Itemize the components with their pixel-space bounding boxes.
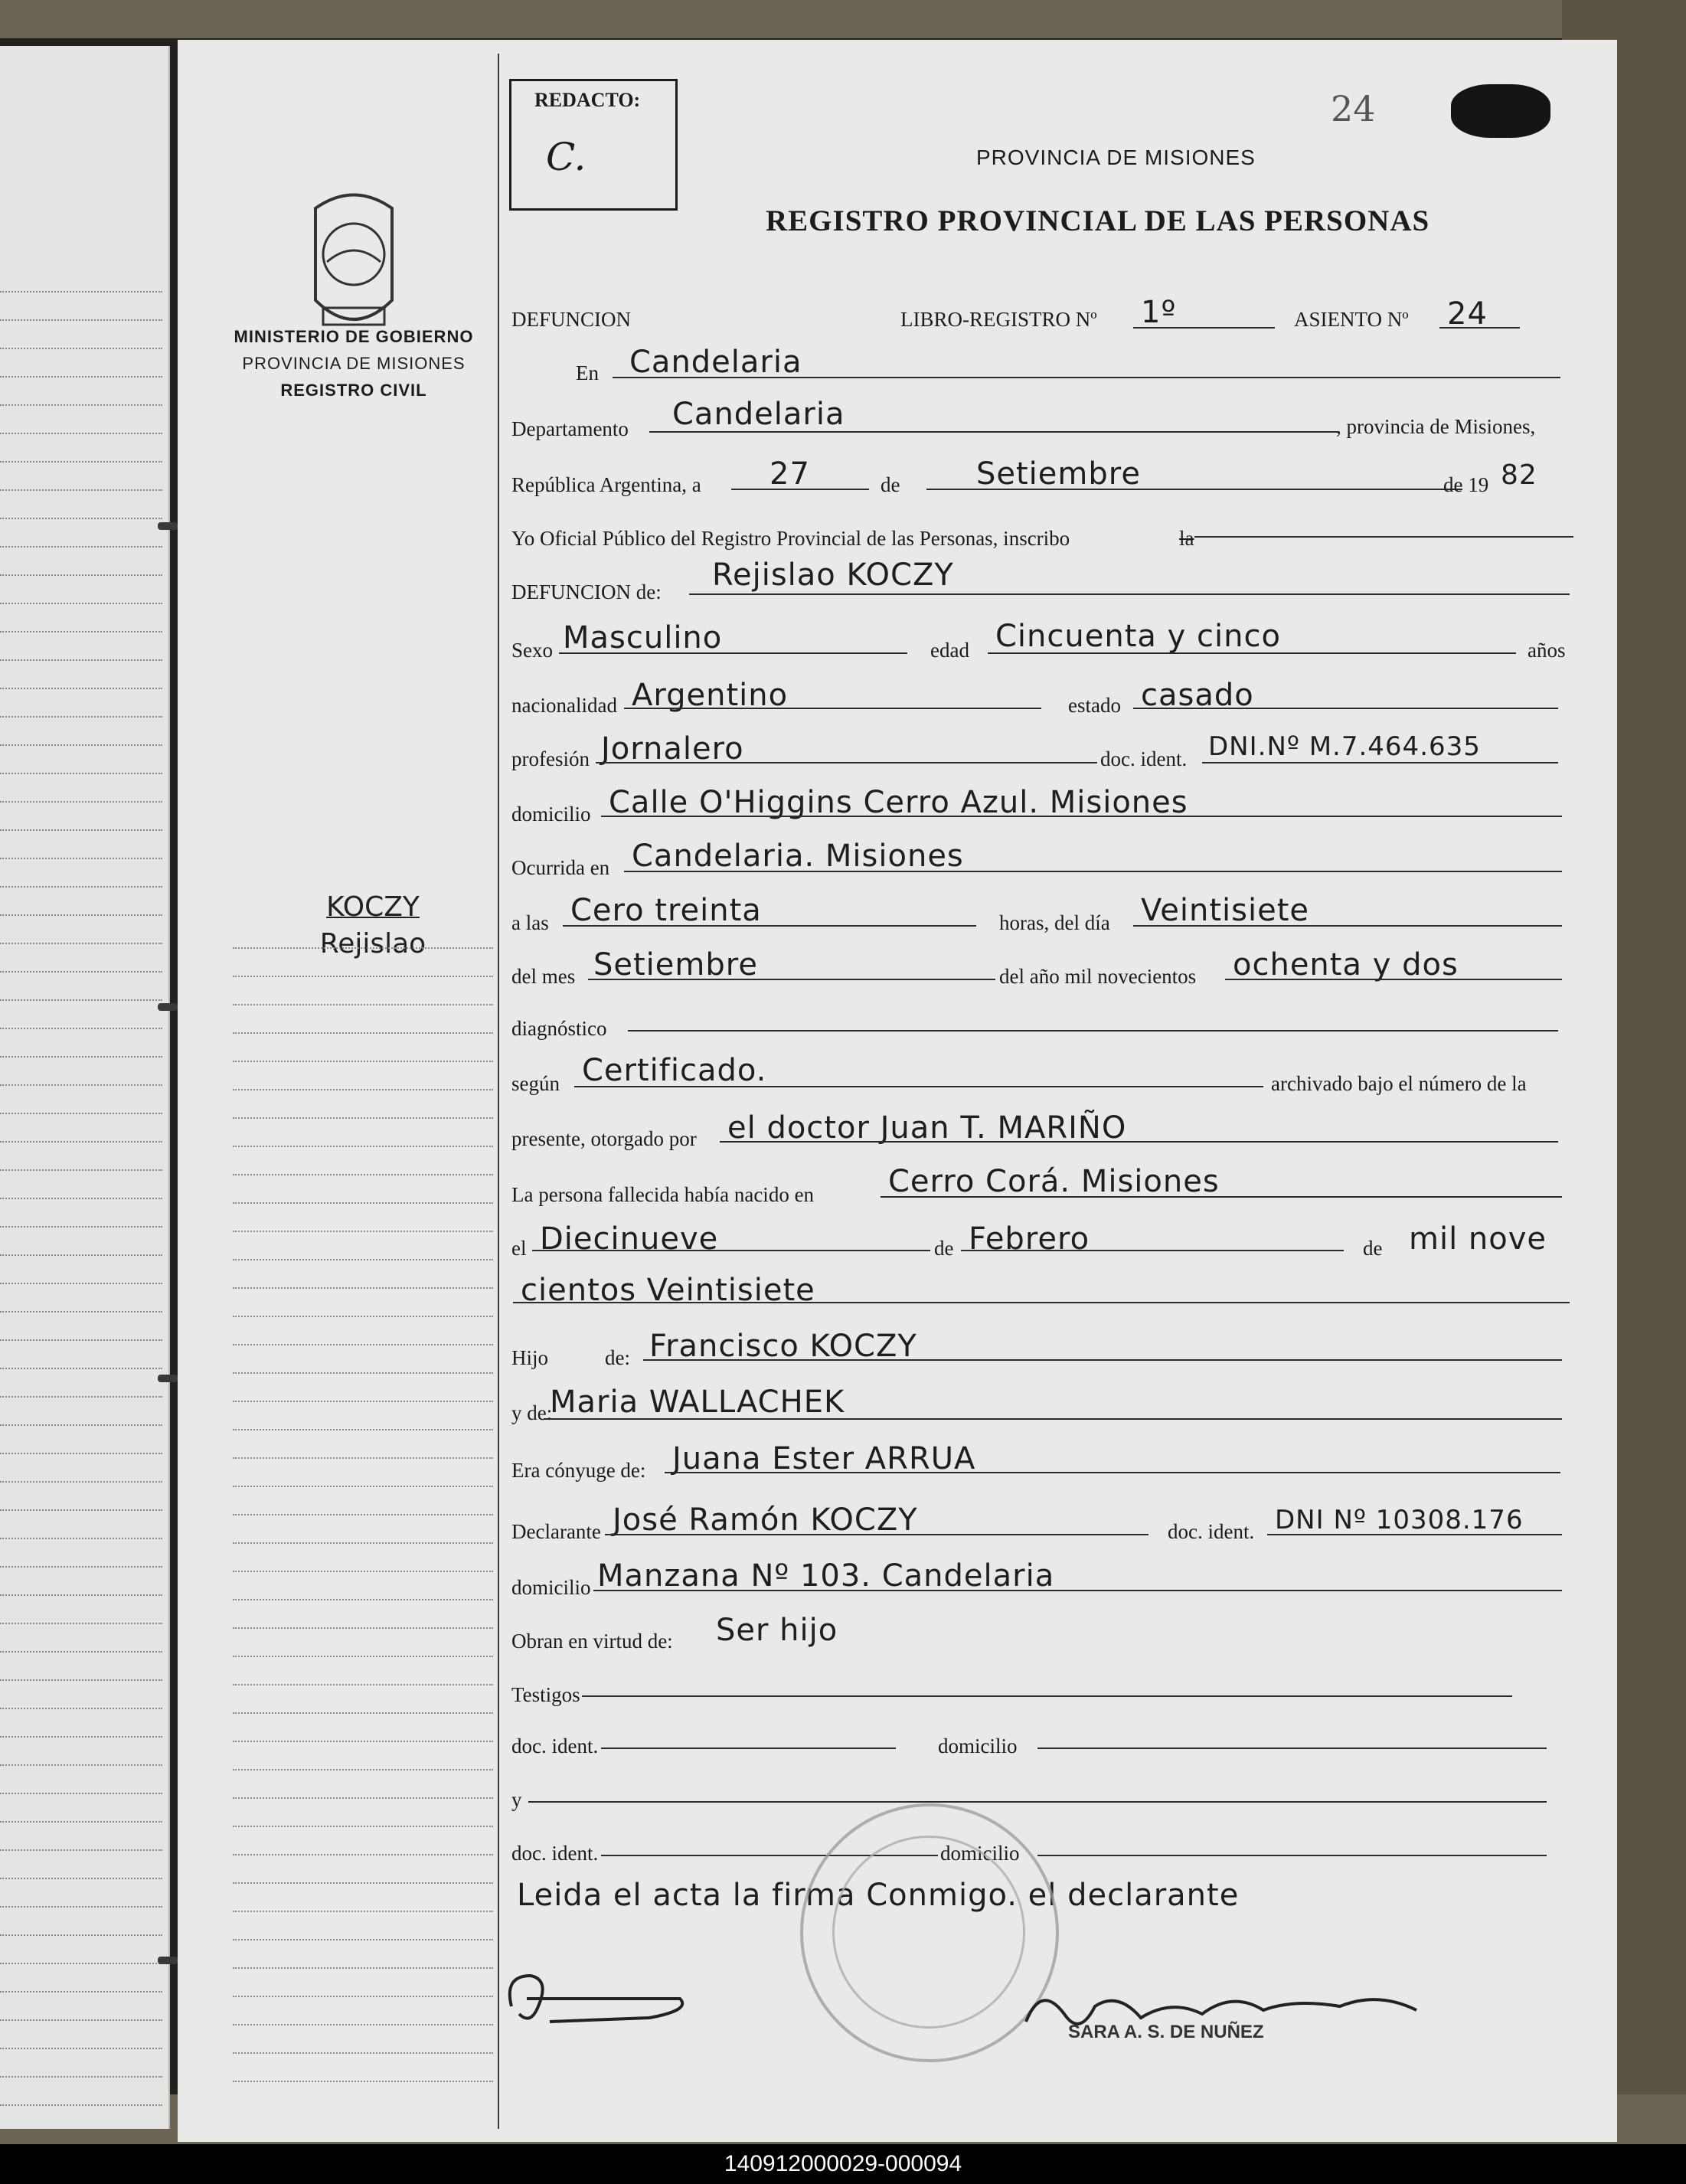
ruled-line bbox=[0, 603, 162, 604]
ano-value: ochenta y dos bbox=[1233, 947, 1459, 982]
coat-of-arms-icon bbox=[300, 185, 407, 346]
ruled-line bbox=[0, 999, 162, 1001]
profesion-value: Jornalero bbox=[601, 731, 744, 767]
ruled-line bbox=[233, 1401, 493, 1402]
ruled-line bbox=[0, 518, 162, 519]
ruled-line bbox=[0, 659, 162, 661]
margin-surname: KOCZY bbox=[326, 891, 420, 923]
ruled-line bbox=[0, 1368, 162, 1369]
ruled-line bbox=[0, 1764, 162, 1766]
ruled-line bbox=[233, 1032, 493, 1034]
declarante-domicilio-label: domicilio bbox=[511, 1576, 591, 1599]
testigo-domicilio-label: domicilio bbox=[938, 1734, 1018, 1757]
province-title: PROVINCIA DE MISIONES bbox=[976, 145, 1256, 169]
testigo-domicilio-line bbox=[1037, 1748, 1547, 1749]
asiento-label: ASIENTO Nº bbox=[1294, 308, 1409, 331]
domicilio-label: domicilio bbox=[511, 803, 591, 826]
page-fold bbox=[498, 54, 499, 2129]
ruled-line bbox=[0, 461, 162, 463]
ruled-line bbox=[233, 1599, 493, 1600]
segun-label: según bbox=[511, 1072, 560, 1095]
left-page bbox=[0, 46, 170, 2129]
departamento-line bbox=[649, 431, 1338, 433]
nacido-line bbox=[881, 1196, 1562, 1198]
ruled-line bbox=[233, 1061, 493, 1062]
ruled-line bbox=[0, 1849, 162, 1851]
father-value: Francisco KOCZY bbox=[649, 1329, 917, 1364]
sexo-label: Sexo bbox=[511, 639, 553, 662]
ruled-line bbox=[0, 2076, 162, 2078]
a-las-label: a las bbox=[511, 911, 549, 934]
birth-year-value-1: mil nove bbox=[1409, 1221, 1547, 1257]
nacido-value: Cerro Corá. Misiones bbox=[888, 1164, 1220, 1199]
book-cover-top bbox=[0, 0, 1686, 38]
year-value: 82 bbox=[1501, 459, 1537, 491]
year-prefix: de 19 bbox=[1443, 473, 1489, 496]
del-ano-label: del año mil novecientos bbox=[999, 965, 1197, 988]
presente-label: presente, otorgado por bbox=[511, 1127, 697, 1150]
ruled-line bbox=[233, 1911, 493, 1912]
domicilio-line bbox=[601, 816, 1562, 817]
republica-label: República Argentina, a bbox=[511, 473, 701, 496]
ruled-line bbox=[233, 1882, 493, 1884]
ruled-line bbox=[0, 1878, 162, 1879]
ruled-line bbox=[0, 1708, 162, 1709]
ruled-line bbox=[0, 1056, 162, 1058]
defuncion-label: DEFUNCION bbox=[511, 308, 632, 331]
departamento-label: Departamento bbox=[511, 417, 629, 440]
binding-stitch bbox=[158, 1003, 178, 1011]
testigo-2-domicilio-line bbox=[1037, 1855, 1547, 1856]
registry-title: REGISTRO PROVINCIAL DE LAS PERSONAS bbox=[766, 204, 1430, 237]
redacto-label: REDACTO: bbox=[534, 89, 641, 111]
ruled-line bbox=[0, 1651, 162, 1653]
ruled-line bbox=[0, 943, 162, 944]
ruled-line bbox=[0, 971, 162, 973]
oficial-line bbox=[1194, 536, 1573, 538]
ruled-line bbox=[0, 1453, 162, 1454]
ruled-line bbox=[0, 1226, 162, 1228]
declarante-doc-line bbox=[1267, 1534, 1562, 1535]
ruled-line bbox=[0, 291, 162, 293]
ruled-line bbox=[0, 1963, 162, 1964]
father-line bbox=[643, 1359, 1562, 1361]
oficial-text: Yo Oficial Público del Registro Provincial de las Personas, inscribo bbox=[511, 527, 1070, 550]
ruled-line bbox=[0, 1821, 162, 1823]
image-id-bar: 140912000029-000094 bbox=[0, 2144, 1686, 2184]
testigo-2-domicilio-label: domicilio bbox=[940, 1842, 1020, 1865]
ruled-line bbox=[0, 1283, 162, 1284]
binding-stitch bbox=[158, 1957, 178, 1964]
birth-day-line bbox=[532, 1250, 930, 1251]
conyuge-label: Era cónyuge de: bbox=[511, 1459, 646, 1482]
ruled-line bbox=[0, 348, 162, 349]
ruled-line bbox=[0, 886, 162, 888]
ruled-line bbox=[0, 1198, 162, 1199]
month-line bbox=[926, 489, 1462, 490]
ruled-line bbox=[233, 1571, 493, 1572]
ruled-line bbox=[233, 1797, 493, 1799]
obran-value: Ser hijo bbox=[716, 1613, 838, 1648]
redacto-value: C. bbox=[546, 135, 587, 179]
ruled-line bbox=[0, 1594, 162, 1596]
departamento-value: Candelaria bbox=[672, 397, 845, 432]
libro-value: 1º bbox=[1141, 295, 1177, 330]
birth-month-value: Febrero bbox=[969, 1221, 1090, 1257]
testigos-line bbox=[582, 1695, 1512, 1697]
birth-de-label-2: de bbox=[1363, 1237, 1383, 1260]
ruled-line bbox=[233, 1967, 493, 1969]
otorgado-value: el doctor Juan T. MARIÑO bbox=[727, 1110, 1127, 1146]
y-label: y bbox=[511, 1788, 522, 1811]
ruled-line bbox=[233, 1344, 493, 1345]
domicilio-value: Calle O'Higgins Cerro Azul. Misiones bbox=[609, 785, 1188, 820]
ruled-line bbox=[0, 1934, 162, 1936]
ruled-line bbox=[233, 1684, 493, 1685]
ruled-line bbox=[0, 1793, 162, 1794]
ruled-line bbox=[0, 1254, 162, 1256]
ruled-line bbox=[0, 744, 162, 746]
deceased-name: Rejislao KOCZY bbox=[712, 557, 954, 593]
ruled-line bbox=[0, 1169, 162, 1171]
deceased-line bbox=[689, 593, 1570, 595]
mother-value: Maria WALLACHEK bbox=[550, 1385, 845, 1420]
ruled-line bbox=[0, 1396, 162, 1398]
ruled-line bbox=[0, 1141, 162, 1143]
month-value: Setiembre bbox=[976, 456, 1141, 492]
hijo-de-label: de: bbox=[605, 1346, 630, 1369]
margin-column bbox=[178, 40, 499, 2142]
ruled-line bbox=[0, 2048, 162, 2049]
en-line bbox=[613, 377, 1560, 378]
ruled-line bbox=[233, 1287, 493, 1289]
ruled-line bbox=[0, 2104, 162, 2106]
provincia-suffix: , provincia de Misiones, bbox=[1336, 415, 1536, 438]
ruled-line bbox=[233, 1316, 493, 1317]
ruled-line bbox=[0, 404, 162, 406]
ruled-line bbox=[233, 1656, 493, 1657]
redacto-box bbox=[509, 79, 678, 211]
margin-given-name: Rejislao bbox=[319, 928, 426, 960]
nacionalidad-label: nacionalidad bbox=[511, 694, 617, 717]
libro-line bbox=[1133, 327, 1275, 329]
declarante-value: José Ramón KOCZY bbox=[613, 1502, 918, 1538]
a-las-line bbox=[563, 925, 976, 927]
obran-label: Obran en virtud de: bbox=[511, 1630, 673, 1653]
ruled-line bbox=[0, 858, 162, 859]
ruled-line bbox=[0, 1509, 162, 1511]
ruled-line bbox=[0, 688, 162, 689]
ruled-line bbox=[233, 1514, 493, 1515]
ruled-line bbox=[0, 1028, 162, 1029]
estado-line bbox=[1133, 708, 1558, 709]
y-de-label: y de: bbox=[511, 1401, 553, 1424]
libro-label: LIBRO-REGISTRO Nº bbox=[900, 308, 1097, 331]
day-value: 27 bbox=[769, 456, 810, 492]
en-label: En bbox=[576, 361, 599, 384]
ministry-name: MINISTERIO DE GOBIERNO bbox=[234, 327, 474, 346]
segun-value: Certificado. bbox=[582, 1053, 767, 1088]
ruled-line bbox=[233, 1146, 493, 1147]
doc-ident-line bbox=[1202, 762, 1558, 763]
binding-stitch bbox=[158, 1375, 178, 1382]
official-name-stamp: SARA A. S. DE NUÑEZ bbox=[1068, 2022, 1264, 2042]
hijo-label: Hijo bbox=[511, 1346, 549, 1369]
ruled-line bbox=[0, 376, 162, 378]
binding-stitch bbox=[158, 522, 178, 530]
oficial-struck: la bbox=[1179, 527, 1194, 550]
ruled-line bbox=[0, 1991, 162, 1993]
ruled-line bbox=[233, 1826, 493, 1827]
profesion-line bbox=[596, 762, 1097, 763]
dia-value: Veintisiete bbox=[1141, 893, 1309, 928]
el-label: el bbox=[511, 1237, 527, 1260]
ruled-line bbox=[0, 773, 162, 774]
conyuge-line bbox=[665, 1472, 1560, 1473]
birth-day-value: Diecinueve bbox=[540, 1221, 719, 1257]
birth-month-line bbox=[961, 1250, 1344, 1251]
segun-line bbox=[574, 1086, 1263, 1087]
horas-label: horas, del día bbox=[999, 911, 1110, 934]
page-number: 24 bbox=[1331, 88, 1376, 129]
ocurrida-line bbox=[624, 871, 1562, 872]
testigo-doc-label: doc. ident. bbox=[511, 1734, 599, 1757]
ruled-line bbox=[233, 1117, 493, 1119]
ruled-line bbox=[233, 2081, 493, 2082]
a-las-value: Cero treinta bbox=[570, 893, 762, 928]
registry-name: REGISTRO CIVIL bbox=[280, 381, 427, 400]
ink-blot bbox=[1451, 84, 1550, 138]
ruled-line bbox=[233, 1202, 493, 1204]
nacionalidad-value: Argentino bbox=[632, 678, 789, 713]
ruled-line bbox=[0, 1481, 162, 1483]
de-label: de bbox=[881, 473, 900, 496]
ruled-line bbox=[233, 1712, 493, 1714]
ruled-line bbox=[0, 2019, 162, 2021]
mes-value: Setiembre bbox=[593, 947, 758, 982]
ruled-line bbox=[233, 1259, 493, 1260]
ruled-line bbox=[233, 1769, 493, 1770]
ruled-line bbox=[233, 1231, 493, 1232]
ruled-line bbox=[233, 1089, 493, 1090]
ruled-line bbox=[0, 1084, 162, 1086]
declarant-signature bbox=[496, 1953, 695, 2037]
ruled-line bbox=[0, 574, 162, 576]
conyuge-value: Juana Ester ARRUA bbox=[672, 1441, 976, 1476]
ruled-line bbox=[0, 1679, 162, 1681]
archivado-label: archivado bajo el número de la bbox=[1271, 1072, 1527, 1095]
mother-line bbox=[544, 1418, 1562, 1420]
ruled-line bbox=[233, 947, 493, 949]
y-line bbox=[528, 1801, 1547, 1803]
ruled-line bbox=[0, 1339, 162, 1341]
doc-ident-label: doc. ident. bbox=[1100, 747, 1188, 770]
ruled-line bbox=[233, 1174, 493, 1175]
sexo-line bbox=[559, 652, 907, 654]
ruled-line bbox=[233, 2024, 493, 2025]
ruled-line bbox=[0, 631, 162, 633]
ruled-line bbox=[0, 1736, 162, 1738]
nacido-label: La persona fallecida había nacido en bbox=[511, 1183, 815, 1206]
defuncion-de-label: DEFUNCION de: bbox=[511, 580, 662, 603]
ruled-line bbox=[0, 1623, 162, 1624]
ruled-line bbox=[233, 1627, 493, 1629]
declarante-domicilio-value: Manzana Nº 103. Candelaria bbox=[597, 1558, 1055, 1594]
ruled-line bbox=[0, 829, 162, 831]
otorgado-line bbox=[720, 1141, 1558, 1143]
ruled-line bbox=[0, 546, 162, 548]
ocurrida-value: Candelaria. Misiones bbox=[632, 839, 964, 874]
ano-line bbox=[1225, 979, 1562, 980]
declarante-doc-label: doc. ident. bbox=[1168, 1520, 1255, 1543]
en-value: Candelaria bbox=[629, 345, 802, 380]
profesion-label: profesión bbox=[511, 747, 590, 770]
ruled-line bbox=[233, 1429, 493, 1430]
ruled-line bbox=[233, 1372, 493, 1374]
declarante-domicilio-line bbox=[593, 1590, 1562, 1591]
ruled-line bbox=[233, 1939, 493, 1940]
diagnostico-label: diagnóstico bbox=[511, 1017, 607, 1040]
estado-value: casado bbox=[1141, 678, 1254, 713]
ruled-line bbox=[0, 1113, 162, 1114]
estado-label: estado bbox=[1068, 694, 1121, 717]
doc-ident-value: DNI.Nº M.7.464.635 bbox=[1208, 731, 1481, 762]
birth-year-value-2: cientos Veintisiete bbox=[521, 1273, 815, 1308]
birth-year-line bbox=[513, 1302, 1570, 1303]
ruled-line bbox=[233, 1854, 493, 1855]
asiento-line bbox=[1439, 327, 1520, 329]
declarante-label: Declarante bbox=[511, 1520, 601, 1543]
ruled-line bbox=[0, 1424, 162, 1426]
ruled-line bbox=[0, 1311, 162, 1313]
diagnostico-line bbox=[628, 1030, 1558, 1032]
edad-value: Cincuenta y cinco bbox=[995, 619, 1281, 654]
day-line bbox=[731, 489, 869, 490]
testigos-label: Testigos bbox=[511, 1683, 580, 1706]
declarante-doc-value: DNI Nº 10308.176 bbox=[1275, 1505, 1524, 1535]
ruled-line bbox=[233, 1542, 493, 1544]
testigo-doc-line bbox=[601, 1748, 896, 1749]
ruled-line bbox=[233, 1457, 493, 1459]
testigo-2-doc-label: doc. ident. bbox=[511, 1842, 599, 1865]
sexo-value: Masculino bbox=[563, 620, 723, 656]
asiento-value: 24 bbox=[1447, 296, 1488, 332]
ruled-line bbox=[233, 1741, 493, 1742]
anos-label: años bbox=[1528, 639, 1566, 662]
ruled-line bbox=[0, 319, 162, 321]
nacionalidad-line bbox=[624, 708, 1041, 709]
ruled-line bbox=[0, 433, 162, 434]
dia-line bbox=[1133, 925, 1562, 927]
closing-text: Leida el acta la firma Conmigo. el declarante bbox=[517, 1878, 1240, 1913]
mes-line bbox=[588, 979, 995, 980]
ruled-line bbox=[0, 914, 162, 916]
ruled-line bbox=[233, 1486, 493, 1487]
ruled-line bbox=[0, 1538, 162, 1539]
ocurrida-label: Ocurrida en bbox=[511, 856, 610, 879]
ruled-line bbox=[0, 801, 162, 803]
ruled-line bbox=[0, 1566, 162, 1568]
birth-de-label: de bbox=[934, 1237, 954, 1260]
ruled-line bbox=[0, 489, 162, 491]
edad-label: edad bbox=[930, 639, 969, 662]
declarante-line bbox=[605, 1534, 1149, 1535]
ruled-line bbox=[233, 1004, 493, 1005]
ruled-line bbox=[233, 976, 493, 977]
edad-line bbox=[988, 652, 1516, 654]
ruled-line bbox=[233, 2052, 493, 2054]
del-mes-label: del mes bbox=[511, 965, 576, 988]
ruled-line bbox=[0, 1906, 162, 1908]
ruled-line bbox=[0, 716, 162, 718]
ruled-line bbox=[233, 1996, 493, 1997]
province-name: PROVINCIA DE MISIONES bbox=[242, 354, 466, 373]
